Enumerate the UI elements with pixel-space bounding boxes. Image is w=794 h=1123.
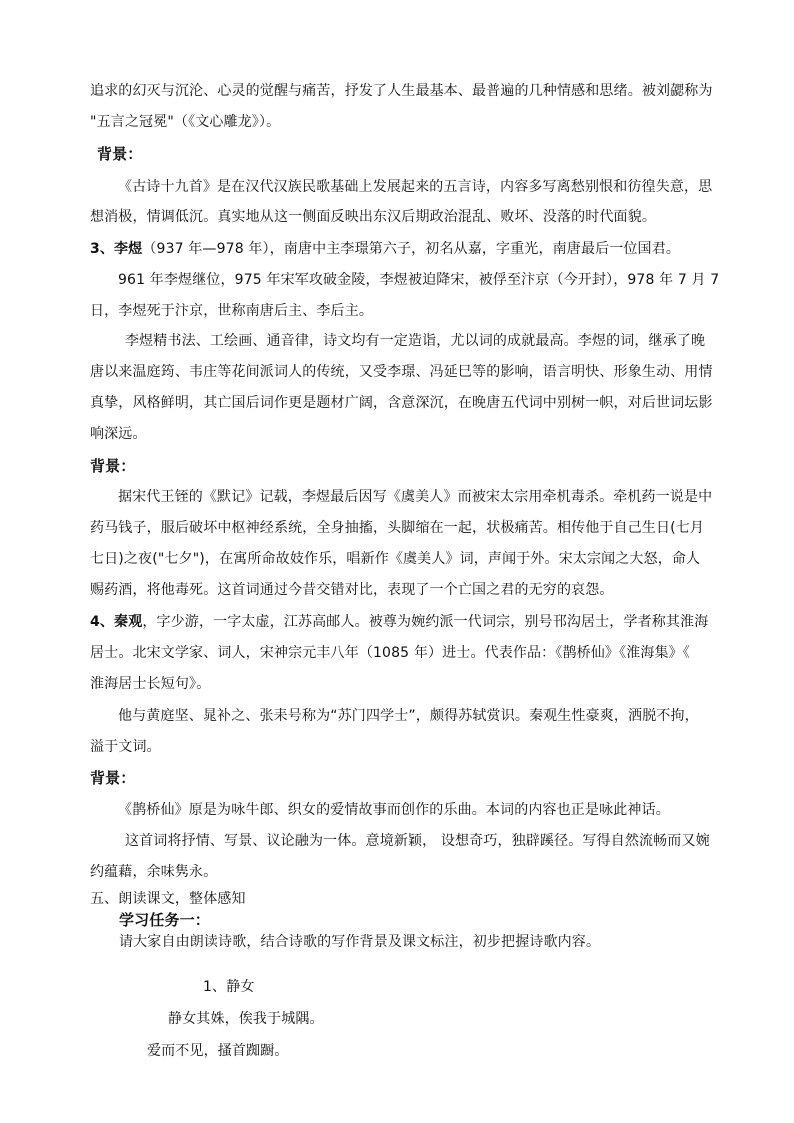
background-3-line-3: 约蕴藉，余味隽永。 (90, 864, 218, 880)
paragraph-gushi-line-2: "五言之冠冕"（《文心雕龙》）。 (90, 114, 281, 130)
section-3-intro: （937 年—978 年），南唐中主李璟第六子，初名从嘉，字重光，南唐最后一位国君。 (142, 241, 681, 257)
learning-task-label: 学习任务一： (119, 911, 210, 929)
background-label-1: 背景： (97, 145, 143, 163)
background-3-line-1: 《鹊桥仙》原是为咏牛郎、织女的爱情故事而创作的乐曲。本词的内容也正是咏此神话。 (118, 802, 670, 818)
learning-task-line-1: 请大家自由朗读诗歌，结合诗歌的写作背景及课文标注，初步把握诗歌内容。 (119, 934, 601, 950)
section-4-line-3: 淮海居士长短句》。 (90, 676, 211, 692)
section-3-para-3-line-2: 唐以来温庭筠、韦庄等花间派词人的传统，又受李璟、冯延巳等的影响，语言明快、形象生动、用情 (90, 364, 713, 380)
section-3-heading (90, 239, 680, 259)
background-2-line-2: 药马钱子，服后破坏中枢神经系统，全身抽搐，头脚缩在一起，状极痛苦。相传他于自己生日(七月 (90, 520, 705, 536)
paragraph-gushi-line-1: 追求的幻灭与沉沦、心灵的觉醒与痛苦，抒发了人生最基本、最普遍的几种情感和思绪。被刘勰称为 (90, 83, 713, 99)
section-3-number: 3、 (90, 241, 115, 257)
section-3-name: 李煜 (114, 241, 143, 257)
section-4-heading (90, 612, 708, 632)
section-4-para-2-line-2: 溢于文词。 (90, 739, 161, 755)
background-label-2: 背景： (90, 457, 136, 475)
section-4-number: 4、 (90, 614, 115, 630)
section-3-para-3-line-3: 真挚，风格鲜明，其亡国后词作更是题材广阔，含意深沉，在晚唐五代词中别树一帜，对后世词坛影 (90, 395, 713, 411)
background-3-line-2: 这首词将抒情、写景、议论融为一体。意境新颖， 设想奇巧，独辟蹊径。写得自然流畅而又婉 (125, 833, 710, 849)
section-3-para-3-line-1: 李煜精书法、工绘画、通音律，诗文均有一定造诣，尤以词的成就最高。李煜的词，继承了晚 (125, 333, 706, 349)
background-label-3: 背景： (90, 769, 136, 787)
section-3-para-2-line-2: 日，李煜死于汴京，世称南唐后主、李后主。 (90, 303, 373, 319)
section-4-name: 秦观 (114, 614, 143, 630)
section-4-line-2: 居士。北宋文学家、词人，宋神宗元丰八年（1085 年）进士。代表作品：《鹊桥仙》《淮海集》《 (90, 645, 690, 661)
poem-title: 1、静女 (203, 979, 255, 995)
poem-line-1: 静女其姝，俟我于城隅。 (168, 1011, 324, 1027)
background-2-line-1: 据宋代王铚的《默记》记载，李煜最后因写《虞美人》而被宋太宗用牵机毒杀。牵机药一说是中 (118, 489, 713, 505)
background-1-line-1: 《古诗十九首》是在汉代汉族民歌基础上发展起来的五言诗，内容多写离愁别恨和彷徨失意，思 (118, 179, 713, 195)
poem-line-2: 爱而不见，搔首踟蹰。 (147, 1043, 289, 1059)
background-1-line-2: 想消极，情调低沉。真实地从这一侧面反映出东汉后期政治混乱、败坏、没落的时代面貌。 (90, 209, 656, 225)
section-4-intro: ，字少游，一字太虚，江苏高邮人。被尊为婉约派一代词宗，别号邗沟居士，学者称其淮海 (142, 614, 709, 630)
background-2-line-4: 赐药酒，将他毒死。这首词通过今昔交错对比，表现了一个亡国之君的无穷的哀怨。 (90, 582, 614, 598)
section-3-para-2-line-1: 961 年李煜继位，975 年宋军攻破金陵，李煜被迫降宋，被俘至汴京（今开封），978 年 7 月 7 (118, 272, 720, 288)
section-5-title: 五、朗读课文，整体感知 (90, 891, 246, 907)
section-4-para-2-line-1: 他与黄庭坚、晁补之、张耒号称为“苏门四学士”，颇得苏轼赏识。秦观生性豪爽，洒脱不拘， (118, 708, 699, 724)
section-3-para-3-line-4: 响深远。 (90, 426, 147, 442)
background-2-line-3: 七日)之夜("七夕")，在寓所命故妓作乐，唱新作《虞美人》词，声闻于外。宋太宗闻之大怒，命人 (90, 551, 701, 567)
